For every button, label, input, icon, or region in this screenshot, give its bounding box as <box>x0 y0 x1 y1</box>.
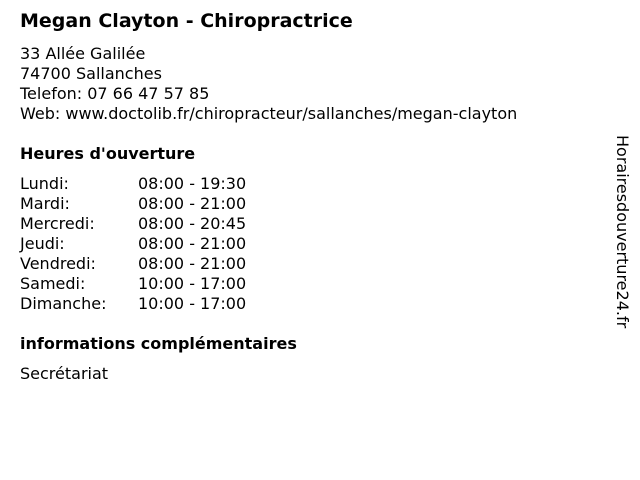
hours-time: 08:00 - 19:30 <box>138 174 247 193</box>
hours-row-thursday <box>20 234 246 254</box>
opening-hours-heading: Heures d'ouverture <box>20 144 196 163</box>
additional-info-heading: informations complémentaires <box>20 334 297 353</box>
hours-row-friday <box>20 254 246 274</box>
hours-time: 08:00 - 21:00 <box>138 234 247 253</box>
business-contact <box>20 44 517 124</box>
hours-row-wednesday <box>20 214 246 234</box>
hours-day: Jeudi: <box>20 234 65 253</box>
watermark-text: Horairesdouverture24.fr <box>613 135 632 329</box>
hours-day: Dimanche: <box>20 294 107 313</box>
hours-time: 08:00 - 20:45 <box>138 214 247 233</box>
hours-row-monday <box>20 174 246 194</box>
hours-day: Mardi: <box>20 194 70 213</box>
hours-row-sunday <box>20 294 246 314</box>
website-url: Web: www.doctolib.fr/chiropracteur/sallanches/megan-clayton <box>20 104 518 123</box>
hours-day: Samedi: <box>20 274 86 293</box>
hours-time: 10:00 - 17:00 <box>138 274 247 293</box>
hours-day: Mercredi: <box>20 214 95 233</box>
opening-hours-list <box>20 174 246 314</box>
address-city: 74700 Sallanches <box>20 64 162 83</box>
hours-row-tuesday <box>20 194 246 214</box>
phone-number: Telefon: 07 66 47 57 85 <box>20 84 210 103</box>
additional-info-text: Secrétariat <box>20 364 109 383</box>
business-title: Megan Clayton - Chiropractrice <box>20 10 353 32</box>
hours-day: Vendredi: <box>20 254 96 273</box>
hours-time: 08:00 - 21:00 <box>138 254 247 273</box>
hours-day: Lundi: <box>20 174 69 193</box>
hours-row-saturday <box>20 274 246 294</box>
hours-time: 08:00 - 21:00 <box>138 194 247 213</box>
hours-time: 10:00 - 17:00 <box>138 294 247 313</box>
address-street: 33 Allée Galilée <box>20 44 146 63</box>
